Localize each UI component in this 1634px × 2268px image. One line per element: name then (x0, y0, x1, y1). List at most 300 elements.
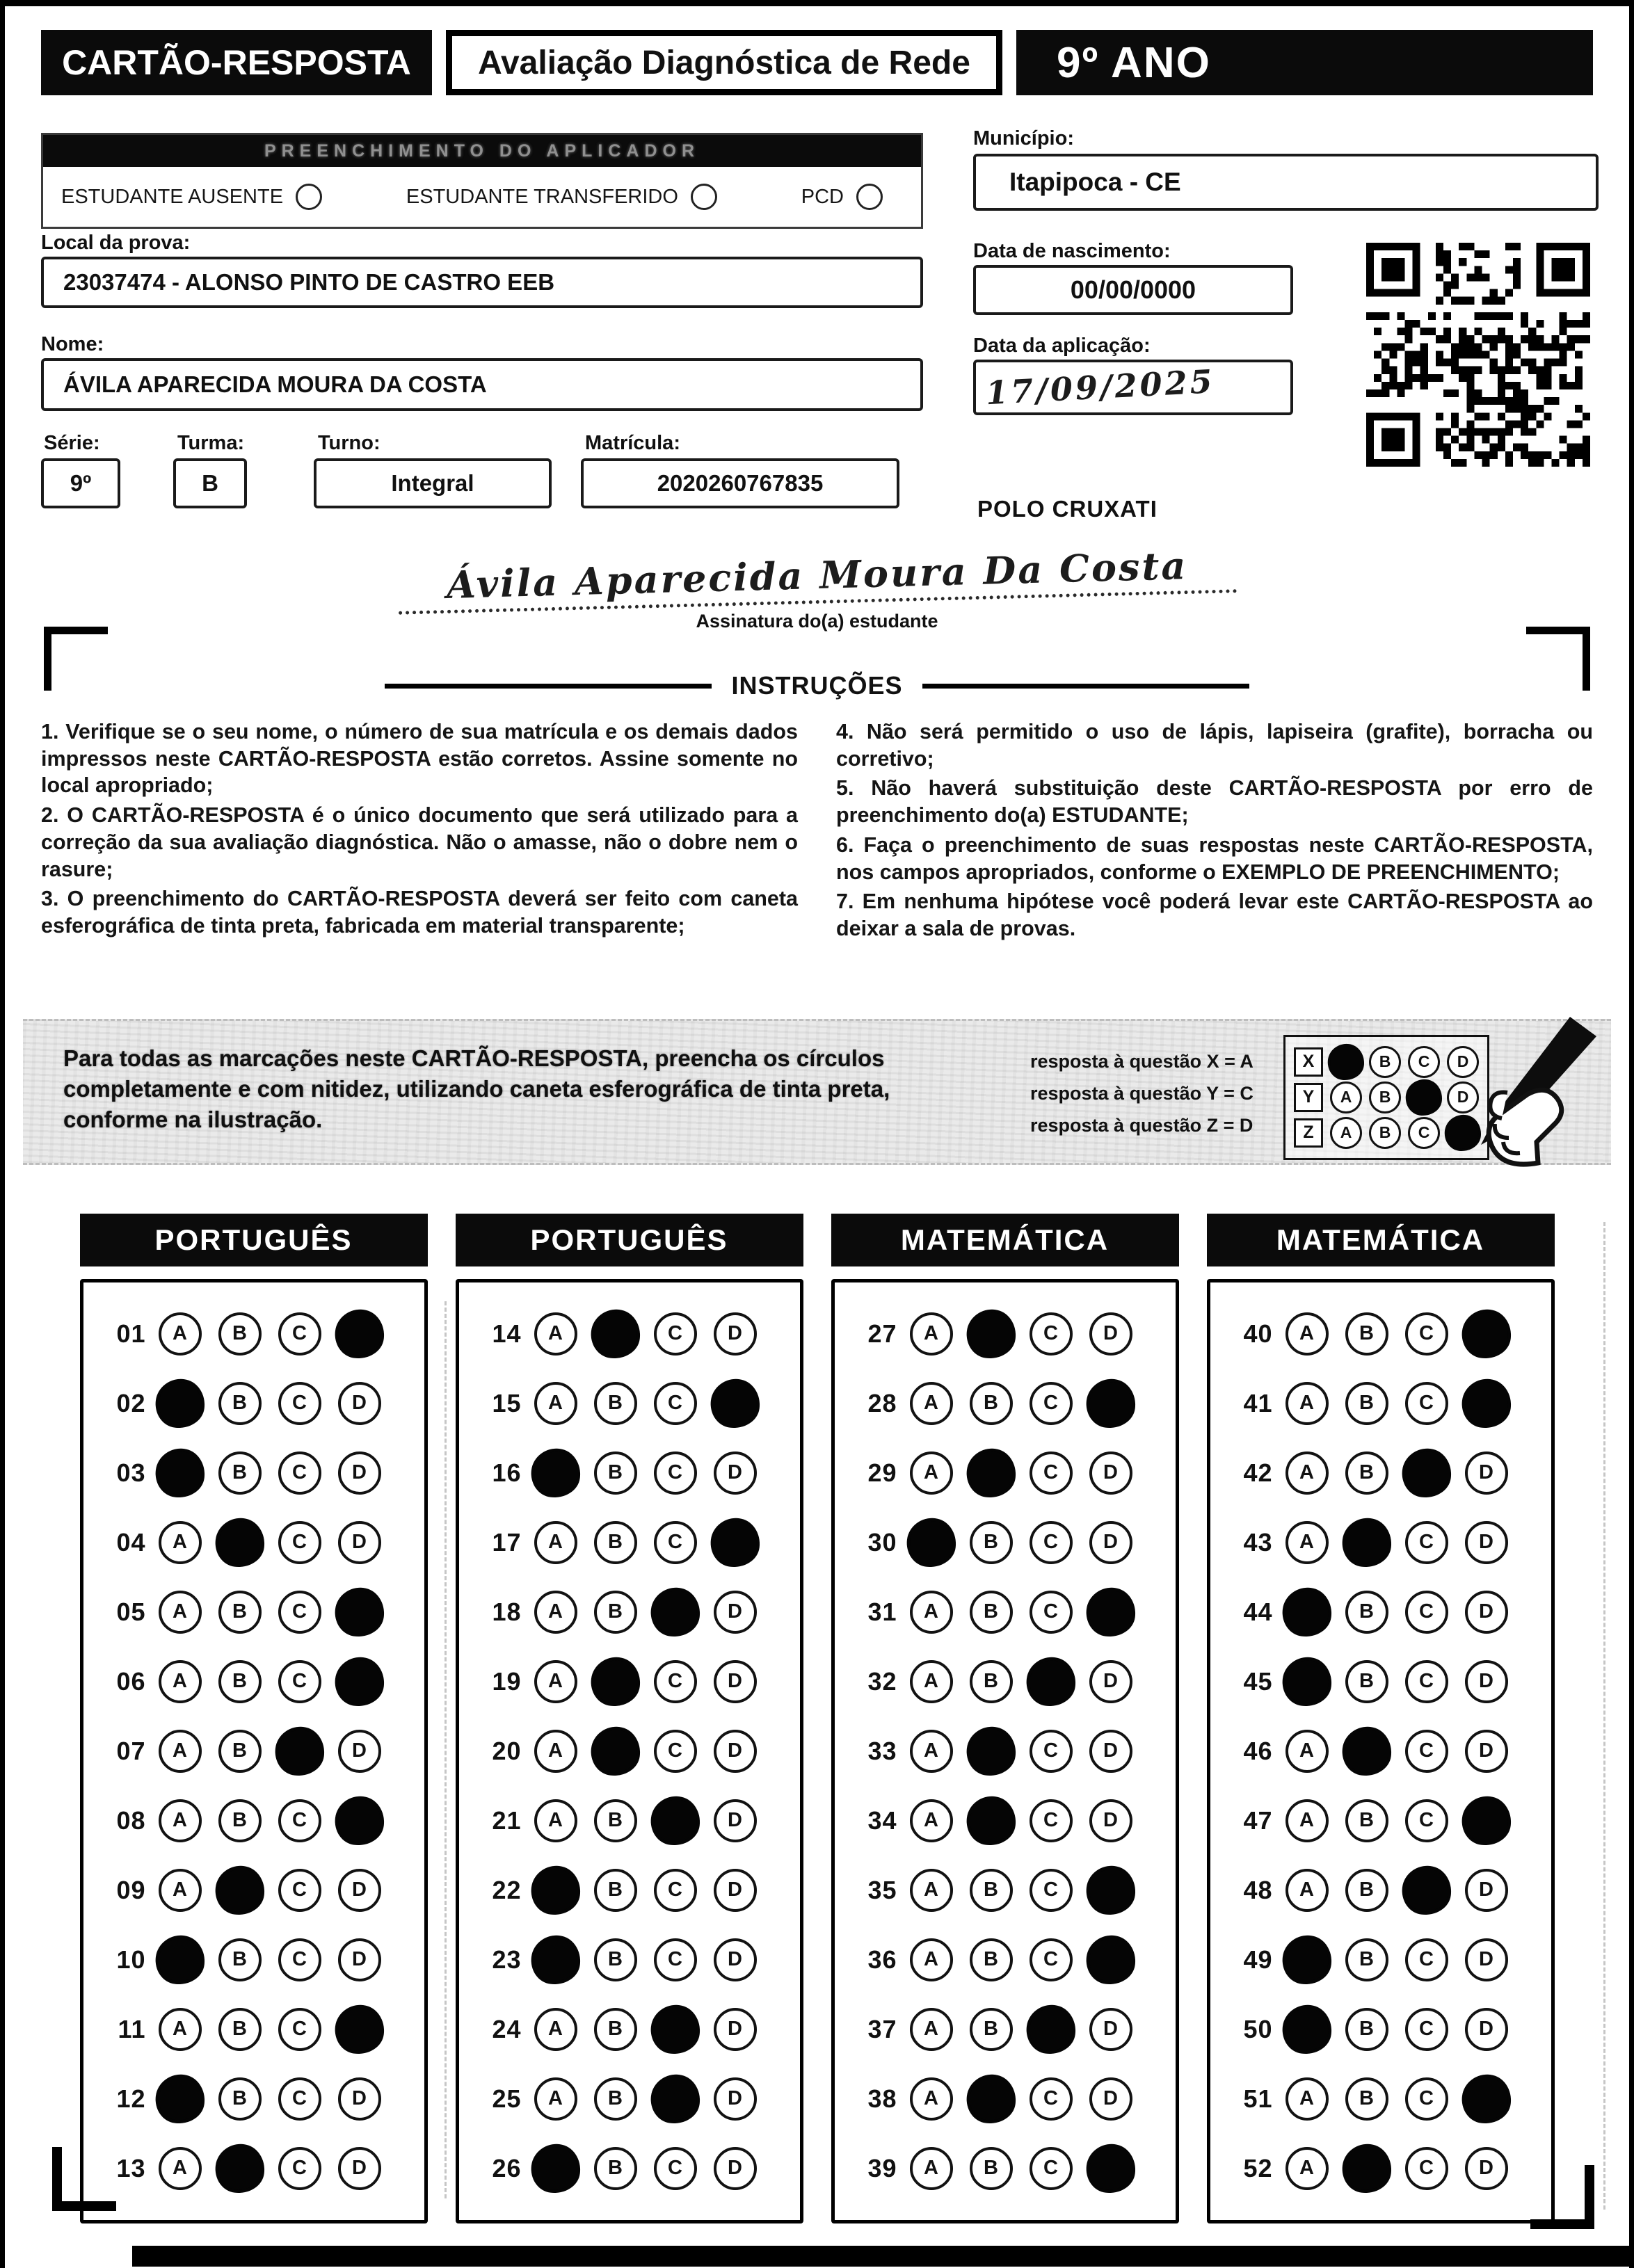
answer-bubble[interactable]: C (278, 1451, 321, 1495)
example-bubble: B (1369, 1046, 1401, 1078)
answer-bubble[interactable]: A (159, 1660, 202, 1703)
answer-bubble[interactable] (528, 2141, 583, 2196)
answer-bubble[interactable]: B (1345, 1938, 1388, 1981)
answer-bubble[interactable] (1459, 1376, 1514, 1431)
answer-bubble[interactable]: D (1465, 1451, 1508, 1495)
question-number: 47 (1243, 1805, 1273, 1835)
answer-bubble[interactable]: D (714, 1451, 757, 1495)
answer-bubble[interactable]: D (1465, 1521, 1508, 1564)
answer-bubble[interactable] (1083, 1932, 1138, 1987)
answer-bubble[interactable]: D (1089, 1799, 1132, 1842)
section-bubble-box (456, 1279, 803, 2223)
answer-bubble[interactable]: C (654, 1938, 697, 1981)
answer-bubble[interactable]: B (1345, 1591, 1388, 1634)
question-number: 41 (1243, 1388, 1273, 1417)
example-bubble: B (1369, 1081, 1401, 1113)
signature-handwritten[interactable]: Ávila Aparecida Moura Da Costa (397, 542, 1237, 615)
applicator-checkbox[interactable] (406, 184, 717, 210)
corner-mark-bottom-left (52, 2147, 116, 2211)
answer-bubble[interactable] (963, 1723, 1018, 1778)
answer-bubble[interactable]: A (159, 1521, 202, 1564)
answer-bubble[interactable]: A (159, 2147, 202, 2190)
answer-bubble[interactable] (648, 1584, 703, 1639)
answer-bubble[interactable]: D (714, 1730, 757, 1773)
answer-bubble[interactable]: D (338, 1382, 381, 1425)
answer-bubble[interactable]: D (714, 1312, 757, 1356)
answer-bubble[interactable] (332, 2002, 387, 2057)
answer-bubble[interactable]: A (910, 1312, 953, 1356)
answer-bubble[interactable] (1083, 2141, 1138, 2196)
answer-bubble[interactable]: C (1030, 1938, 1073, 1981)
answer-bubble[interactable] (904, 1515, 959, 1570)
section-title: PORTUGUÊS (456, 1214, 803, 1266)
answer-bubble[interactable] (1279, 2002, 1334, 2057)
answer-bubble[interactable]: C (278, 1799, 321, 1842)
checkbox-circle-icon[interactable] (691, 184, 717, 210)
example-bubble (1326, 1042, 1366, 1082)
answer-bubble[interactable]: A (159, 1799, 202, 1842)
answer-bubble[interactable]: D (1465, 2008, 1508, 2051)
answer-bubble[interactable] (963, 2071, 1018, 2126)
answer-bubble[interactable]: D (1465, 2147, 1508, 2190)
nome-field[interactable]: ÁVILA APARECIDA MOURA DA COSTA (41, 358, 923, 411)
answer-bubble[interactable]: D (1089, 1312, 1132, 1356)
answer-bubble[interactable]: C (1405, 1660, 1448, 1703)
turno-field[interactable]: Integral (314, 458, 552, 508)
answer-bubble[interactable]: D (714, 1869, 757, 1912)
answer-bubble[interactable]: B (970, 2008, 1013, 2051)
answer-bubble[interactable]: C (1405, 1938, 1448, 1981)
answer-bubble[interactable]: B (1345, 1382, 1388, 1425)
answer-bubble[interactable]: B (1345, 2008, 1388, 2051)
answer-bubble[interactable]: B (970, 1382, 1013, 1425)
question-number: 46 (1243, 1736, 1273, 1765)
question-row (97, 1369, 416, 1438)
answer-bubble[interactable]: D (338, 1730, 381, 1773)
aplicacao-label: Data da aplicação: (973, 335, 1151, 357)
answer-bubble[interactable]: A (910, 1730, 953, 1773)
answer-bubble[interactable] (528, 1932, 583, 1987)
answer-bubble[interactable]: B (594, 1521, 637, 1564)
answer-bubble[interactable]: B (594, 2077, 637, 2121)
question-row (473, 1925, 792, 1995)
answer-bubble[interactable]: C (1405, 1382, 1448, 1425)
answer-bubble[interactable]: C (1405, 1799, 1448, 1842)
instruction-item: 3. O preenchimento do CARTÃO-RESPOSTA deverá ser feito com caneta esferográfica de tinta preta, fabricada em material transparente; (41, 887, 798, 938)
answer-bubble[interactable]: A (910, 2077, 953, 2121)
answer-bubble[interactable] (212, 1515, 267, 1570)
question-row (473, 2134, 792, 2203)
answer-bubble[interactable]: B (970, 1591, 1013, 1634)
answer-bubble[interactable]: C (654, 1730, 697, 1773)
answer-bubble[interactable]: B (970, 1869, 1013, 1912)
question-number: 23 (492, 1945, 522, 1974)
answer-bubble[interactable]: C (1405, 1591, 1448, 1634)
answer-bubble[interactable]: C (1030, 1382, 1073, 1425)
question-number: 29 (867, 1458, 897, 1487)
answer-bubble[interactable] (1339, 1515, 1394, 1570)
answer-bubble[interactable] (963, 1306, 1018, 1361)
answer-bubble[interactable]: C (1405, 2147, 1448, 2190)
answer-bubble[interactable]: B (970, 1938, 1013, 1981)
answer-bubble[interactable] (1459, 1793, 1514, 1848)
answer-bubble[interactable] (152, 1445, 207, 1500)
question-number: 09 (116, 1875, 146, 1904)
answer-bubble[interactable]: D (714, 1938, 757, 1981)
answer-bubble[interactable]: C (278, 1938, 321, 1981)
question-row (473, 1299, 792, 1369)
answer-bubble[interactable]: B (218, 1799, 262, 1842)
answer-bubble[interactable]: C (654, 1660, 697, 1703)
question-row (849, 1925, 1167, 1995)
answer-bubble[interactable]: A (159, 2008, 202, 2051)
answer-bubble[interactable]: C (278, 1521, 321, 1564)
answer-bubble[interactable]: D (1089, 2077, 1132, 2121)
answer-bubble[interactable]: A (910, 2008, 953, 2051)
checkbox-label: ESTUDANTE AUSENTE (61, 185, 284, 208)
aplicacao-field[interactable] (973, 360, 1293, 415)
checkbox-circle-icon[interactable] (296, 184, 322, 210)
fill-example-box (23, 1019, 1611, 1165)
answer-bubble[interactable]: B (218, 2077, 262, 2121)
question-row (97, 1925, 416, 1995)
answer-bubble[interactable] (152, 1932, 207, 1987)
answer-bubble[interactable]: A (910, 1591, 953, 1634)
answer-bubble[interactable]: D (1089, 1521, 1132, 1564)
answer-bubble[interactable]: A (534, 1591, 577, 1634)
answer-bubble[interactable]: A (159, 1591, 202, 1634)
answer-bubble[interactable] (588, 1306, 643, 1361)
answer-bubble[interactable]: C (654, 1869, 697, 1912)
question-row (849, 1438, 1167, 1508)
instructions-section (41, 671, 1593, 945)
answer-section (80, 1214, 428, 2223)
answer-bubble[interactable]: B (218, 1451, 262, 1495)
answer-bubble[interactable]: D (338, 1451, 381, 1495)
question-number: 34 (867, 1805, 897, 1835)
local-field[interactable]: 23037474 - ALONSO PINTO DE CASTRO EEB (41, 257, 923, 308)
answer-bubble[interactable] (1023, 1654, 1078, 1709)
answer-bubble[interactable]: B (970, 1521, 1013, 1564)
checkbox-circle-icon[interactable] (856, 184, 883, 210)
answer-bubble[interactable] (272, 1723, 327, 1778)
answer-bubble[interactable]: A (910, 2147, 953, 2190)
answer-bubble[interactable]: D (714, 1660, 757, 1703)
scan-artifact-line (1603, 1222, 1605, 2210)
answer-bubble[interactable]: D (1465, 1869, 1508, 1912)
answer-bubble[interactable]: A (1285, 1869, 1329, 1912)
answer-bubble[interactable] (963, 1445, 1018, 1500)
question-row (473, 1577, 792, 1647)
answer-bubble[interactable]: D (714, 2077, 757, 2121)
answer-bubble[interactable]: A (1285, 1451, 1329, 1495)
answer-bubble[interactable]: D (1089, 1660, 1132, 1703)
question-row (97, 1438, 416, 1508)
nascimento-label: Data de nascimento: (973, 240, 1171, 262)
answer-bubble[interactable] (1083, 1376, 1138, 1431)
sheet-title: CARTÃO-RESPOSTA (41, 30, 432, 95)
fill-example-text: Para todas as marcações neste CARTÃO-RESPOSTA, preencha os círculos completamente e com nitidez, utilizando caneta esferográfica de tinta preta, conforme na ilustração. (63, 1045, 890, 1132)
answer-bubble[interactable] (212, 2141, 267, 2196)
example-bubble: C (1408, 1117, 1440, 1149)
section-title: MATEMÁTICA (831, 1214, 1179, 1266)
question-row (97, 1647, 416, 1716)
answer-bubble[interactable]: A (1285, 1730, 1329, 1773)
example-legend-line: resposta à questão Y = C (1030, 1082, 1253, 1104)
answer-bubble[interactable] (1279, 1584, 1334, 1639)
hand-with-pen-icon (1432, 1014, 1603, 1173)
question-number: 17 (492, 1527, 522, 1557)
question-row (473, 1508, 792, 1577)
signature-section (5, 543, 1629, 632)
answer-bubble[interactable] (1459, 2071, 1514, 2126)
answer-bubble[interactable]: B (218, 1730, 262, 1773)
answer-bubble[interactable]: B (218, 1591, 262, 1634)
answer-bubble[interactable]: B (594, 1799, 637, 1842)
answer-bubble[interactable]: A (1285, 1312, 1329, 1356)
question-row (97, 1508, 416, 1577)
answer-bubble[interactable]: C (278, 1382, 321, 1425)
answer-bubble[interactable]: B (1345, 2077, 1388, 2121)
answer-bubble[interactable] (588, 1654, 643, 1709)
answer-bubble[interactable]: D (1089, 1730, 1132, 1773)
question-number: 40 (1243, 1319, 1273, 1348)
answer-bubble[interactable]: D (714, 2147, 757, 2190)
answer-bubble[interactable]: C (1405, 1521, 1448, 1564)
answer-bubble[interactable]: B (218, 1312, 262, 1356)
answer-bubble[interactable]: A (159, 1869, 202, 1912)
answer-bubble[interactable]: C (278, 2077, 321, 2121)
answer-bubble[interactable]: C (654, 1382, 697, 1425)
answer-bubble[interactable]: B (594, 2147, 637, 2190)
bottom-registration-bar (132, 2246, 1629, 2267)
question-row (473, 1995, 792, 2064)
answer-bubble[interactable] (707, 1376, 762, 1431)
answer-bubble[interactable]: D (338, 1938, 381, 1981)
matricula-label: Matrícula: (585, 432, 680, 454)
question-row (849, 2134, 1167, 2203)
question-row (849, 1369, 1167, 1438)
answer-bubble[interactable]: C (654, 1521, 697, 1564)
question-row (473, 1438, 792, 1508)
answer-bubble[interactable]: B (1345, 1799, 1388, 1842)
answer-bubble[interactable]: C (654, 2147, 697, 2190)
answer-bubble[interactable]: C (1030, 1591, 1073, 1634)
question-row (1224, 1925, 1543, 1995)
answer-bubble[interactable] (648, 1793, 703, 1848)
question-row (97, 1577, 416, 1647)
answer-bubble[interactable]: C (1405, 1730, 1448, 1773)
answer-bubble[interactable] (332, 1654, 387, 1709)
answer-bubble[interactable]: A (910, 1938, 953, 1981)
instruction-item: 5. Não haverá substituição deste CARTÃO-RESPOSTA por erro de preenchimento do(a) ESTUDANTE; (836, 776, 1593, 828)
answer-bubble[interactable]: C (278, 1591, 321, 1634)
answer-bubble[interactable]: C (278, 1869, 321, 1912)
answer-bubble[interactable] (648, 2071, 703, 2126)
applicator-checkbox[interactable] (61, 184, 322, 210)
question-number: 50 (1243, 2014, 1273, 2043)
municipio-label: Município: (973, 127, 1074, 150)
answer-bubble[interactable]: A (910, 1382, 953, 1425)
question-number: 15 (492, 1388, 522, 1417)
answer-bubble[interactable]: B (1345, 1660, 1388, 1703)
answer-bubble[interactable]: A (534, 2008, 577, 2051)
serie-field[interactable]: 9º (41, 458, 120, 508)
answer-bubble[interactable] (1339, 2141, 1394, 2196)
answer-bubble[interactable]: B (218, 1938, 262, 1981)
answer-bubble[interactable]: D (1465, 1591, 1508, 1634)
answer-bubble[interactable]: B (594, 1591, 637, 1634)
answer-bubble[interactable] (1083, 1584, 1138, 1639)
question-row (473, 1716, 792, 1786)
answer-bubble[interactable] (963, 1793, 1018, 1848)
answer-bubble[interactable]: D (714, 1591, 757, 1634)
answer-bubble[interactable] (707, 1515, 762, 1570)
answer-bubble[interactable]: C (278, 1660, 321, 1703)
question-number: 25 (492, 2084, 522, 2113)
answer-bubble[interactable]: D (338, 1521, 381, 1564)
answer-bubble[interactable] (152, 1376, 207, 1431)
answer-bubble[interactable] (1083, 1863, 1138, 1917)
answer-bubble[interactable]: A (910, 1660, 953, 1703)
answer-bubble[interactable] (1399, 1863, 1454, 1917)
answer-bubble[interactable]: B (218, 1382, 262, 1425)
answer-bubble[interactable]: C (1405, 2077, 1448, 2121)
answer-bubble[interactable]: A (159, 1312, 202, 1356)
answer-bubble[interactable]: B (970, 2147, 1013, 2190)
question-number: 27 (867, 1319, 897, 1348)
answer-bubble[interactable] (528, 1863, 583, 1917)
answer-bubble[interactable]: C (1030, 1730, 1073, 1773)
answer-bubble[interactable]: D (1465, 1730, 1508, 1773)
answer-bubble[interactable] (212, 1863, 267, 1917)
answer-bubble[interactable]: C (1030, 1869, 1073, 1912)
question-number: 26 (492, 2153, 522, 2182)
question-row (849, 1647, 1167, 1716)
answer-bubble[interactable]: B (594, 1382, 637, 1425)
fill-example-legend (1030, 1046, 1253, 1142)
answer-bubble[interactable]: A (534, 1730, 577, 1773)
answer-bubble[interactable]: A (534, 2077, 577, 2121)
answer-bubble[interactable]: A (1285, 1799, 1329, 1842)
nome-label: Nome: (41, 333, 104, 355)
example-row-label: X (1294, 1047, 1323, 1077)
answer-bubble[interactable] (1279, 1654, 1334, 1709)
question-number: 04 (116, 1527, 146, 1557)
answer-bubble[interactable]: D (338, 2147, 381, 2190)
answer-bubble[interactable] (332, 1584, 387, 1639)
answer-bubble[interactable] (152, 2071, 207, 2126)
answer-bubble[interactable]: B (970, 1660, 1013, 1703)
question-row (97, 1299, 416, 1369)
answer-bubble[interactable]: A (534, 1382, 577, 1425)
turma-field[interactable]: B (173, 458, 247, 508)
answer-bubble[interactable]: D (714, 1799, 757, 1842)
answer-bubble[interactable]: C (1030, 1312, 1073, 1356)
answer-bubble[interactable]: A (910, 1799, 953, 1842)
question-number: 02 (116, 1388, 146, 1417)
answer-bubble[interactable]: D (1465, 1938, 1508, 1981)
answer-bubble[interactable]: A (534, 1312, 577, 1356)
answer-bubble[interactable] (332, 1306, 387, 1361)
answer-bubble[interactable]: C (278, 1312, 321, 1356)
answer-bubble[interactable]: C (278, 2008, 321, 2051)
answer-bubble[interactable]: C (1030, 2077, 1073, 2121)
answer-bubble[interactable]: D (1465, 1660, 1508, 1703)
answer-bubble[interactable]: B (594, 2008, 637, 2051)
answer-bubble[interactable]: A (534, 1660, 577, 1703)
answer-bubble[interactable]: A (534, 1521, 577, 1564)
answer-bubble[interactable]: A (1285, 2147, 1329, 2190)
answer-bubble[interactable] (332, 1793, 387, 1848)
student-data-section (41, 126, 1593, 543)
answer-bubble[interactable]: D (1089, 1451, 1132, 1495)
answer-bubble[interactable]: C (1405, 1312, 1448, 1356)
answer-bubble[interactable]: B (218, 2008, 262, 2051)
answer-bubble[interactable]: A (1285, 1382, 1329, 1425)
answer-bubble[interactable]: B (1345, 1451, 1388, 1495)
answer-bubble[interactable]: A (159, 1730, 202, 1773)
answer-bubble[interactable]: A (1285, 2077, 1329, 2121)
answer-bubble[interactable]: B (1345, 1869, 1388, 1912)
answer-bubble[interactable]: B (218, 1660, 262, 1703)
answer-bubble[interactable] (1339, 1723, 1394, 1778)
answer-bubble[interactable]: C (1030, 1451, 1073, 1495)
answer-bubble[interactable]: C (1030, 1521, 1073, 1564)
answer-bubble[interactable]: D (338, 2077, 381, 2121)
question-row (473, 2064, 792, 2134)
answer-bubble[interactable]: D (1089, 2008, 1132, 2051)
instruction-item: 2. O CARTÃO-RESPOSTA é o único documento que será utilizado para a correção da sua avaliação diagnóstica. Não o amasse, não o dobre nem o rasure; (41, 803, 798, 881)
answer-bubble[interactable]: C (654, 1451, 697, 1495)
answer-bubble[interactable]: A (1285, 1521, 1329, 1564)
answer-bubble[interactable] (588, 1723, 643, 1778)
question-number: 39 (867, 2153, 897, 2182)
question-row (473, 1369, 792, 1438)
answer-bubble[interactable]: D (338, 1869, 381, 1912)
question-row (1224, 1716, 1543, 1786)
answer-bubble[interactable]: B (594, 1451, 637, 1495)
municipio-field[interactable]: Itapipoca - CE (973, 154, 1599, 211)
answer-bubble[interactable]: C (654, 1312, 697, 1356)
question-row (97, 2134, 416, 2203)
question-number: 24 (492, 2014, 522, 2043)
answer-bubble[interactable]: D (714, 2008, 757, 2051)
answer-bubble[interactable] (1279, 1932, 1334, 1987)
answer-bubble[interactable] (648, 2002, 703, 2057)
answer-bubble[interactable]: C (1405, 2008, 1448, 2051)
answer-bubble[interactable] (528, 1445, 583, 1500)
answer-bubble[interactable]: A (534, 1799, 577, 1842)
answer-bubble[interactable] (1023, 2002, 1078, 2057)
nascimento-field[interactable]: 00/00/0000 (973, 265, 1293, 315)
answer-bubble[interactable]: A (910, 1451, 953, 1495)
applicator-checkbox[interactable] (801, 184, 883, 210)
answer-bubble[interactable]: B (1345, 1312, 1388, 1356)
answer-bubble[interactable]: C (278, 2147, 321, 2190)
answer-bubble[interactable]: C (1030, 2147, 1073, 2190)
answer-bubble[interactable] (1399, 1445, 1454, 1500)
answer-bubble[interactable]: C (1030, 1799, 1073, 1842)
matricula-field[interactable]: 2020260767835 (581, 458, 899, 508)
assessment-title: Avaliação Diagnóstica de Rede (446, 30, 1002, 95)
answer-bubble[interactable] (1459, 1306, 1514, 1361)
answer-bubble[interactable]: A (910, 1869, 953, 1912)
question-number: 38 (867, 2084, 897, 2113)
answer-bubble[interactable]: B (594, 1938, 637, 1981)
question-row (97, 1856, 416, 1925)
answer-bubble[interactable]: B (594, 1869, 637, 1912)
